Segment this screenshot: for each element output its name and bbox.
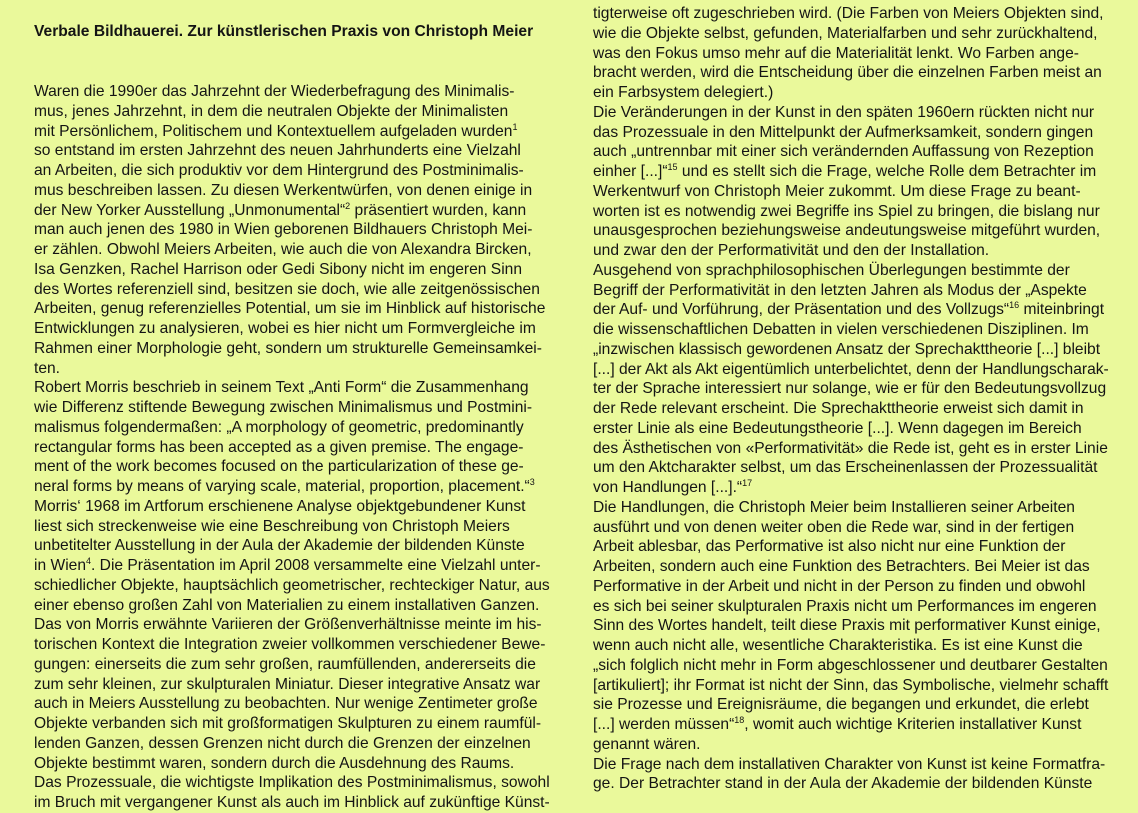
- text-line: [34, 161, 582, 181]
- text-line: [34, 141, 582, 161]
- text-segment: das Prozessuale in den Mittelpunkt der Aufmerksamkeit, sondern gingen: [593, 123, 1094, 141]
- text-segment: was den Fokus umso mehr auf die Materialität lenkt. Wo Farben ange-: [593, 44, 1079, 62]
- text-line: [593, 715, 1138, 735]
- text-line: [34, 734, 582, 754]
- text-segment: einer ebenso großen Zahl von Materialien zu einem installativen Ganzen.: [34, 596, 540, 614]
- text-segment: malismus folgendermaßen: „A morphology of geometric, predominantly: [34, 418, 524, 436]
- text-line: [593, 300, 1138, 320]
- text-segment: neral forms by means of varying scale, material, proportion, placement.“: [34, 478, 530, 495]
- text-segment: des Wortes referenziell sind, besitzen sie doch, wie alle zeitgenössischen: [34, 280, 540, 298]
- text-line: [34, 694, 582, 714]
- text-line: [34, 220, 582, 240]
- text-segment: ten.: [34, 359, 61, 377]
- text-segment: schiedlicher Objekte, hauptsächlich geometrischer, rechteckiger Natur, aus: [34, 576, 550, 594]
- text-line: [593, 458, 1138, 478]
- footnote-marker: 3: [529, 477, 535, 487]
- article-title: Verbale Bildhauerei. Zur künstlerischen Praxis von Christoph Meier: [34, 23, 534, 40]
- text-segment: Objekte verbanden sich mit großformatigen Skulpturen zu einem raumfül-: [34, 715, 542, 732]
- text-line: [593, 103, 1138, 123]
- footnote-marker: 4: [86, 556, 92, 566]
- text-line: [34, 280, 582, 300]
- text-segment: auch „untrennbar mit einer sich verändernden Auffassung von Rezeption: [593, 143, 1094, 161]
- text-segment: ter der Sprache interessiert nur solange, wie er für den Bedeutungsvollzug: [593, 380, 1107, 398]
- text-segment: einher [...]“: [593, 163, 668, 180]
- footnote-marker: 1: [512, 121, 518, 132]
- text-line: [593, 537, 1138, 557]
- text-line: [593, 360, 1138, 380]
- text-line: [593, 182, 1138, 202]
- text-segment: bracht werden, wird die Entscheidung über die einzelnen Farben meist an: [593, 64, 1102, 82]
- text-line: [593, 221, 1138, 241]
- text-segment: ein Farbsystem delegiert.): [593, 84, 774, 101]
- text-segment: ge. Der Betrachter stand in der Aula der Akademie der bildenden Künste: [593, 775, 1093, 793]
- text-segment: Arbeiten, sondern auch eine Funktion des Betrachters. Bei Meier ist das: [593, 558, 1090, 575]
- text-segment: „sich folglich nicht mehr in Form abgeschlossener und deutbarer Gestalten: [593, 656, 1108, 674]
- text-segment: [...] der Akt als Akt eigentümlich unterbelichtet, denn der Handlungscharak-: [593, 360, 1109, 378]
- text-line: [593, 439, 1138, 459]
- text-segment: präsentiert wurden, kann: [350, 201, 527, 219]
- text-segment: lenden Ganzen, dessen Grenzen nicht durch die Grenzen der einzelnen: [34, 734, 531, 752]
- text-line: [593, 399, 1138, 419]
- text-segment: [...] werden müssen“: [593, 716, 735, 733]
- text-segment: Die Veränderungen in der Kunst in den späten 1960ern rückten nicht nur: [593, 103, 1095, 121]
- text-segment: Objekte bestimmt waren, sondern durch die Ausdehnung des Raums.: [34, 754, 515, 772]
- footnote-marker: 16: [1009, 300, 1020, 311]
- text-segment: unausgesprochen beziehungsweise andeutungsweise mitgeführt wurden,: [593, 222, 1101, 240]
- text-line: [593, 123, 1138, 143]
- text-line: [593, 695, 1138, 715]
- text-line: [593, 320, 1138, 340]
- text-segment: Robert Morris beschrieb in seinem Text „Anti Form“ die Zusammenhang: [34, 379, 529, 397]
- text-line: [34, 378, 582, 398]
- text-segment: Werkentwurf von Christoph Meier zukommt. Um diese Frage zu beant-: [593, 182, 1081, 200]
- text-line: [34, 773, 582, 793]
- text-segment: mus beschreiben lassen. Zu diesen Werkentwürfen, von denen einige in: [34, 181, 533, 199]
- text-line: [34, 556, 582, 576]
- text-segment: wie die Objekte selbst, gefunden, Materialfarben und sehr zurückhaltend,: [593, 24, 1098, 42]
- text-line: [34, 122, 582, 142]
- text-line: [34, 576, 582, 596]
- text-segment: es sich bei seiner skulpturalen Praxis nicht um Performances im engeren: [593, 597, 1097, 615]
- text-segment: sie Prozesse und Ereignisräume, die begangen und erkundet, die erlebt: [593, 696, 1089, 714]
- text-segment: wie Differenz stiftende Bewegung zwischen Minimalismus und Postmini-: [34, 399, 533, 416]
- text-line: [593, 616, 1138, 636]
- text-line: [34, 319, 582, 339]
- text-line: [34, 398, 582, 418]
- text-line: [593, 774, 1138, 794]
- text-line: [34, 82, 582, 102]
- text-segment: von Handlungen [...].“: [593, 479, 743, 496]
- text-line: [593, 44, 1138, 64]
- text-line: [34, 536, 582, 556]
- text-segment: [artikuliert]; ihr Format ist nicht der Sinn, das Symbolische, vielmehr schafft: [593, 676, 1109, 694]
- text-line: [593, 597, 1138, 617]
- text-segment: und zwar den der Performativität und den der Installation.: [593, 242, 990, 259]
- text-line: [34, 438, 582, 458]
- text-segment: Entwicklungen zu analysieren, wobei es hier nicht um Formvergleiche im: [34, 320, 536, 337]
- text-line: [593, 281, 1138, 301]
- text-line: [34, 754, 582, 774]
- text-segment: in Wien: [34, 557, 86, 574]
- footnote-marker: 18: [734, 715, 745, 725]
- text-line: [34, 181, 582, 201]
- text-line: [593, 202, 1138, 222]
- text-segment: Die Frage nach dem installativen Charakter von Kunst ist keine Formatfra-: [593, 755, 1106, 773]
- text-line: [593, 518, 1138, 538]
- text-line: [34, 457, 582, 477]
- text-segment: Begriff der Performativität in den letzten Jahren als Modus der „Aspekte: [593, 281, 1087, 299]
- text-line: [593, 676, 1138, 696]
- text-line: [593, 755, 1138, 775]
- text-line: [593, 4, 1138, 24]
- text-line: [34, 477, 582, 497]
- text-segment: mit Persönlichem, Politischem und Kontextuellem aufgeladen wurden: [34, 122, 513, 140]
- text-line: [34, 299, 582, 319]
- text-line: [593, 478, 1138, 498]
- text-segment: miteinbringt: [1019, 301, 1105, 319]
- text-segment: Das Prozessuale, die wichtigste Implikation des Postminimalismus, sowohl: [34, 774, 550, 792]
- text-line: [34, 260, 582, 280]
- left-column-text: [34, 82, 582, 813]
- text-segment: auch in Meiers Ausstellung zu beobachten. Nur wenige Zentimeter große: [34, 695, 538, 713]
- text-segment: Das von Morris erwähnte Variieren der Größenverhältnisse meinte im his-: [34, 616, 542, 634]
- text-line: [34, 240, 582, 260]
- left-column: [34, 0, 582, 813]
- text-segment: man auch jenen des 1980 in Wien geborenen Bildhauers Christoph Mei-: [34, 221, 533, 239]
- text-segment: die wissenschaftlichen Debatten in vielen verschiedenen Disziplinen. Im: [593, 321, 1089, 338]
- footnote-marker: 2: [345, 200, 351, 211]
- text-segment: im Bruch mit vergangener Kunst als auch im Hinblick auf zukünftige Künst-: [34, 794, 550, 811]
- text-segment: und es stellt sich die Frage, welche Rolle dem Betrachter im: [677, 163, 1097, 180]
- text-segment: „inzwischen klassisch gewordenen Ansatz der Sprechakttheorie [...] bleibt: [593, 340, 1101, 358]
- text-segment: unbetitelter Ausstellung in der Aula der Akademie der bildenden Künste: [34, 537, 525, 555]
- text-line: [593, 557, 1138, 577]
- text-line: [593, 340, 1138, 360]
- text-segment: an Arbeiten, die sich produktiv vor dem Hintergrund des Postminimalis-: [34, 162, 524, 179]
- right-column-text: [593, 4, 1138, 794]
- text-segment: ausführt und von denen weiter oben die Rede war, sind in der fertigen: [593, 518, 1075, 536]
- text-segment: liest sich streckenweise wie eine Beschreibung von Christoph Meiers: [34, 517, 510, 535]
- text-segment: genannt wären.: [593, 735, 701, 753]
- text-line: [34, 339, 582, 359]
- text-line: [34, 517, 582, 537]
- text-line: [34, 675, 582, 695]
- footnote-marker: 17: [742, 478, 753, 488]
- text-line: [593, 63, 1138, 83]
- text-line: [34, 418, 582, 438]
- text-segment: , womit auch wichtige Kriterien installativer Kunst: [744, 716, 1082, 733]
- text-line: [593, 577, 1138, 597]
- text-line: [34, 655, 582, 675]
- title-spacing: [34, 42, 582, 82]
- text-line: [34, 793, 582, 813]
- text-segment: er zählen. Obwohl Meiers Arbeiten, wie auch die von Alexandra Bircken,: [34, 241, 532, 258]
- text-segment: gungen: einerseits die zum sehr großen, raumfüllenden, andererseits die: [34, 655, 536, 673]
- text-segment: mus, jenes Jahrzehnt, in dem die neutralen Objekte der Minimalisten: [34, 102, 509, 120]
- text-line: [593, 498, 1138, 518]
- footnote-marker: 15: [667, 162, 678, 172]
- text-line: [34, 714, 582, 734]
- text-segment: torischen Kontext die Integration zweier vollkommen verschiedener Bewe-: [34, 636, 546, 653]
- text-line: [593, 636, 1138, 656]
- text-line: [593, 261, 1138, 281]
- text-segment: rectangular forms has been accepted as a given premise. The engage-: [34, 438, 524, 456]
- text-segment: des Ästhetischen von «Performativität» die Rede ist, geht es in erster Linie: [593, 439, 1108, 457]
- text-segment: Isa Genzken, Rachel Harrison oder Gedi Sibony nicht im engeren Sinn: [34, 260, 522, 278]
- text-line: [34, 359, 582, 379]
- text-line: [593, 241, 1138, 261]
- text-segment: tigterweise oft zugeschrieben wird. (Die Farben von Meiers Objekten sind,: [593, 5, 1104, 22]
- text-segment: Performative in der Arbeit und nicht in der Person zu finden und obwohl: [593, 577, 1086, 595]
- text-segment: Arbeit ablesbar, das Performative ist also nicht nur eine Funktion der: [593, 538, 1066, 556]
- text-segment: Rahmen einer Morphologie geht, sondern um strukturelle Gemeinsamkei-: [34, 339, 542, 357]
- text-line: [34, 596, 582, 616]
- text-segment: zum sehr kleinen, zur skulpturalen Miniatur. Dieser integrative Ansatz war: [34, 675, 541, 693]
- text-segment: erster Linie als eine Bedeutungstheorie [...]. Wenn dagegen im Bereich: [593, 419, 1082, 437]
- text-line: [34, 497, 582, 517]
- right-column: [593, 4, 1138, 794]
- text-segment: um den Aktcharakter selbst, um das Erscheinenlassen der Prozessualität: [593, 459, 1098, 477]
- text-segment: Ausgehend von sprachphilosophischen Überlegungen bestimmte der: [593, 261, 1070, 279]
- text-line: [34, 635, 582, 655]
- text-segment: der Rede relevant erscheint. Die Sprechakttheorie erweist sich damit in: [593, 400, 1084, 417]
- text-line: [34, 201, 582, 221]
- text-segment: der New Yorker Ausstellung „Unmonumental“: [34, 201, 346, 219]
- text-segment: der Auf- und Vorführung, der Präsentation und des Vollzugs“: [593, 301, 1010, 319]
- text-line: [34, 102, 582, 122]
- text-line: [593, 83, 1138, 103]
- text-segment: . Die Präsentation im April 2008 versammelte eine Vielzahl unter-: [91, 557, 541, 574]
- text-segment: Arbeiten, genug referenzielles Potential, um sie im Hinblick auf historische: [34, 300, 546, 318]
- text-line: [593, 379, 1138, 399]
- text-line: [593, 656, 1138, 676]
- text-segment: so entstand im ersten Jahrzehnt des neuen Jahrhunderts eine Vielzahl: [34, 142, 521, 160]
- text-segment: wenn auch nicht alle, wesentliche Charakteristika. Es ist eine Kunst die: [593, 637, 1083, 654]
- text-segment: Die Handlungen, die Christoph Meier beim Installieren seiner Arbeiten: [593, 498, 1075, 516]
- text-line: [593, 24, 1138, 44]
- text-line: [593, 142, 1138, 162]
- text-line: [593, 419, 1138, 439]
- text-line: [34, 615, 582, 635]
- text-line: [593, 162, 1138, 182]
- text-segment: Sinn des Wortes handelt, teilt diese Praxis mit performativer Kunst einige,: [593, 617, 1101, 635]
- text-line: [593, 735, 1138, 755]
- text-segment: ment of the work becomes focused on the particularization of these ge-: [34, 458, 524, 476]
- text-segment: Morris‘ 1968 im Artforum erschienene Analyse objektgebundener Kunst: [34, 497, 526, 515]
- text-segment: worten ist es notwendig zwei Begriffe ins Spiel zu bringen, die bislang nur: [593, 202, 1100, 220]
- text-segment: Waren die 1990er das Jahrzehnt der Wiederbefragung des Minimalis-: [34, 83, 515, 100]
